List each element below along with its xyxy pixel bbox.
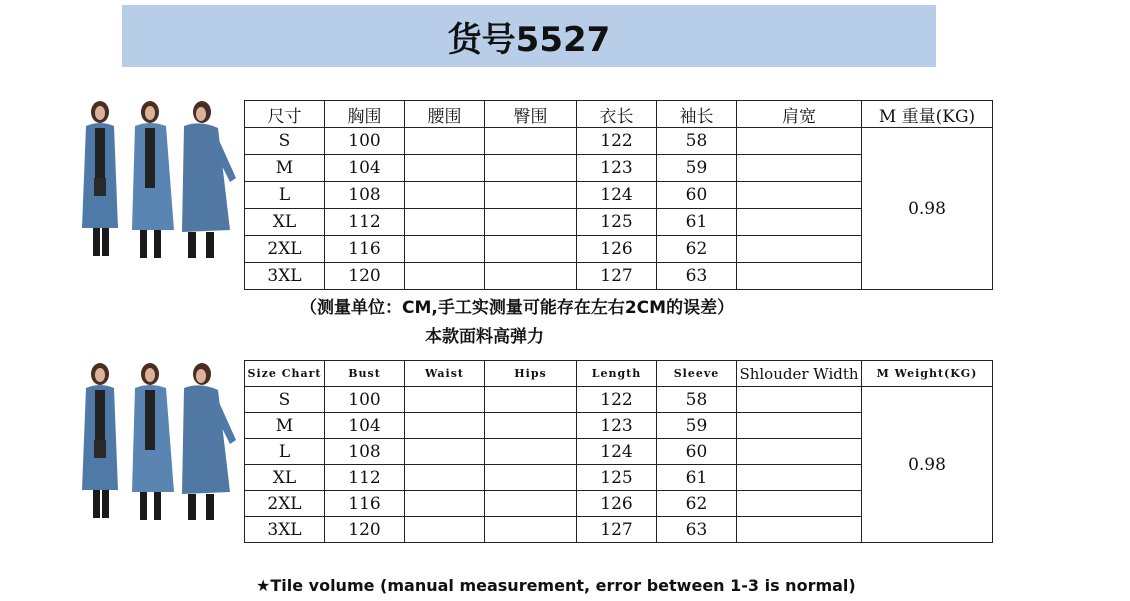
header-length: Length bbox=[577, 361, 657, 387]
cell-length: 127 bbox=[577, 263, 657, 290]
cell-hips bbox=[485, 387, 577, 413]
header-size: Size Chart bbox=[245, 361, 325, 387]
cell-size: S bbox=[245, 387, 325, 413]
cell-size: XL bbox=[245, 209, 325, 236]
cell-length: 123 bbox=[577, 155, 657, 182]
header-bust: 胸围 bbox=[325, 101, 405, 128]
cell-bust: 104 bbox=[325, 155, 405, 182]
cell-shoulder bbox=[737, 439, 862, 465]
cell-hips bbox=[485, 413, 577, 439]
cell-hips bbox=[485, 128, 577, 155]
cell-shoulder bbox=[737, 413, 862, 439]
cell-bust: 112 bbox=[325, 465, 405, 491]
header-bust: Bust bbox=[325, 361, 405, 387]
header-shoulder: 肩宽 bbox=[737, 101, 862, 128]
table-row bbox=[245, 387, 993, 413]
cell-shoulder bbox=[737, 387, 862, 413]
cell-waist bbox=[405, 413, 485, 439]
cell-size: S bbox=[245, 128, 325, 155]
cell-waist bbox=[405, 128, 485, 155]
cell-shoulder bbox=[737, 209, 862, 236]
cell-shoulder bbox=[737, 491, 862, 517]
header-sleeve: 袖长 bbox=[657, 101, 737, 128]
cell-waist bbox=[405, 387, 485, 413]
header-weight: M Weight(KG) bbox=[862, 361, 993, 387]
cell-waist bbox=[405, 236, 485, 263]
size-table-en bbox=[244, 360, 993, 543]
cell-bust: 104 bbox=[325, 413, 405, 439]
cell-size: L bbox=[245, 182, 325, 209]
page-title: 货号5527 bbox=[447, 19, 611, 60]
cell-sleeve: 60 bbox=[657, 439, 737, 465]
header-shoulder: Shlouder Width bbox=[737, 361, 862, 387]
cell-bust: 108 bbox=[325, 182, 405, 209]
cell-shoulder bbox=[737, 465, 862, 491]
cell-sleeve: 62 bbox=[657, 236, 737, 263]
header-length: 衣长 bbox=[577, 101, 657, 128]
header-waist: 腰围 bbox=[405, 101, 485, 128]
cell-bust: 116 bbox=[325, 491, 405, 517]
cell-sleeve: 61 bbox=[657, 209, 737, 236]
header-sleeve: Sleeve bbox=[657, 361, 737, 387]
cell-sleeve: 63 bbox=[657, 517, 737, 543]
cell-hips bbox=[485, 517, 577, 543]
cell-shoulder bbox=[737, 128, 862, 155]
cell-shoulder bbox=[737, 236, 862, 263]
cell-hips bbox=[485, 236, 577, 263]
cell-sleeve: 59 bbox=[657, 413, 737, 439]
size-table-cn bbox=[244, 100, 993, 290]
cell-bust: 100 bbox=[325, 387, 405, 413]
cell-sleeve: 62 bbox=[657, 491, 737, 517]
cell-hips bbox=[485, 491, 577, 517]
cell-bust: 100 bbox=[325, 128, 405, 155]
tile-volume-note: ★Tile volume (manual measurement, error between 1-3 is normal) bbox=[256, 576, 856, 595]
cell-shoulder bbox=[737, 155, 862, 182]
cell-size: 2XL bbox=[245, 236, 325, 263]
cell-hips bbox=[485, 263, 577, 290]
cell-length: 124 bbox=[577, 439, 657, 465]
cell-length: 124 bbox=[577, 182, 657, 209]
measurement-note: （测量单位：CM,手工实测量可能存在左右2CM的误差） bbox=[300, 298, 735, 318]
cell-waist bbox=[405, 491, 485, 517]
cell-length: 122 bbox=[577, 128, 657, 155]
title-banner bbox=[122, 5, 936, 67]
cell-size: 3XL bbox=[245, 517, 325, 543]
table-row bbox=[245, 128, 993, 155]
cell-size: L bbox=[245, 439, 325, 465]
cell-waist bbox=[405, 465, 485, 491]
cell-shoulder bbox=[737, 517, 862, 543]
cell-hips bbox=[485, 439, 577, 465]
cell-hips bbox=[485, 182, 577, 209]
cell-length: 123 bbox=[577, 413, 657, 439]
cell-sleeve: 58 bbox=[657, 128, 737, 155]
cell-size: M bbox=[245, 413, 325, 439]
cell-shoulder bbox=[737, 263, 862, 290]
cell-bust: 116 bbox=[325, 236, 405, 263]
cell-size: 2XL bbox=[245, 491, 325, 517]
cell-length: 125 bbox=[577, 465, 657, 491]
cell-length: 122 bbox=[577, 387, 657, 413]
header-waist: Waist bbox=[405, 361, 485, 387]
cell-bust: 120 bbox=[325, 263, 405, 290]
cell-shoulder bbox=[737, 182, 862, 209]
cell-waist bbox=[405, 155, 485, 182]
cell-length: 126 bbox=[577, 236, 657, 263]
header-size: 尺寸 bbox=[245, 101, 325, 128]
cell-length: 125 bbox=[577, 209, 657, 236]
header-weight: M 重量(KG) bbox=[862, 101, 993, 128]
cell-size: 3XL bbox=[245, 263, 325, 290]
cell-size: XL bbox=[245, 465, 325, 491]
cell-bust: 112 bbox=[325, 209, 405, 236]
cell-sleeve: 63 bbox=[657, 263, 737, 290]
header-hips: Hips bbox=[485, 361, 577, 387]
cell-waist bbox=[405, 517, 485, 543]
cell-sleeve: 58 bbox=[657, 387, 737, 413]
cell-sleeve: 59 bbox=[657, 155, 737, 182]
cell-length: 127 bbox=[577, 517, 657, 543]
cell-waist bbox=[405, 182, 485, 209]
cell-size: M bbox=[245, 155, 325, 182]
cell-bust: 108 bbox=[325, 439, 405, 465]
cell-waist bbox=[405, 209, 485, 236]
cell-bust: 120 bbox=[325, 517, 405, 543]
cell-weight: 0.98 bbox=[862, 387, 993, 543]
cell-sleeve: 61 bbox=[657, 465, 737, 491]
cell-waist bbox=[405, 263, 485, 290]
cell-hips bbox=[485, 155, 577, 182]
cell-length: 126 bbox=[577, 491, 657, 517]
cell-weight: 0.98 bbox=[862, 128, 993, 290]
header-hips: 臀围 bbox=[485, 101, 577, 128]
product-photo-bottom bbox=[78, 360, 238, 530]
product-photo-top bbox=[78, 98, 238, 268]
fabric-note: 本款面料高弹力 bbox=[425, 327, 544, 347]
table-header-row bbox=[245, 361, 993, 387]
cell-hips bbox=[485, 465, 577, 491]
table-header-row bbox=[245, 101, 993, 128]
cell-hips bbox=[485, 209, 577, 236]
cell-waist bbox=[405, 439, 485, 465]
cell-sleeve: 60 bbox=[657, 182, 737, 209]
